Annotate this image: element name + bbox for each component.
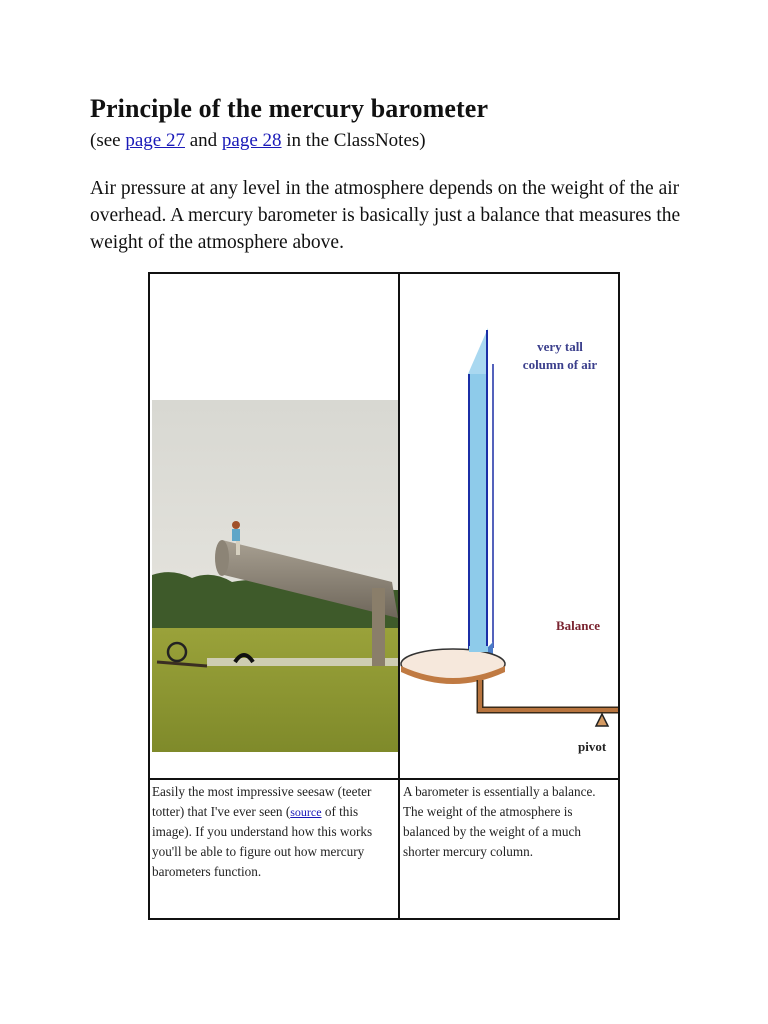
seesaw-photo: [152, 400, 398, 752]
illustration-table: [148, 272, 620, 920]
seesaw-caption-part1: Easily the most impressive seesaw (teeter totter) that I've ever seen (: [152, 784, 372, 819]
column-label-line2: column of air: [522, 357, 598, 372]
column-label-line1: very tall: [537, 339, 583, 354]
seesaw-caption-part2: of this image). If you understand how this works you'll be able to figure out how mercury barometers function.: [152, 804, 373, 879]
subtitle-prefix: (see: [90, 130, 126, 151]
image-source-link[interactable]: source: [290, 805, 322, 819]
subtitle-suffix: in the ClassNotes): [281, 130, 426, 151]
seesaw-caption: [152, 782, 398, 882]
pivot-label: pivot: [578, 739, 607, 754]
barometer-caption: [403, 782, 618, 862]
balance-diagram: [400, 276, 618, 776]
column-of-air-label: [510, 338, 610, 374]
barometer-caption-line2: The weight of the atmosphere is balanced by the weight of a much shorter mercury column.: [403, 804, 581, 859]
barometer-caption-line1: A barometer is essentially a balance.: [403, 784, 596, 799]
classnotes-reference: [90, 130, 426, 152]
page-27-link[interactable]: page 27: [125, 130, 185, 151]
row-divider: [150, 778, 618, 780]
page-title: Principle of the mercury barometer: [90, 94, 489, 123]
page-28-link[interactable]: page 28: [221, 130, 282, 151]
balance-label: Balance: [556, 618, 601, 633]
intro-paragraph: Air pressure at any level in the atmosphere depends on the weight of the air overhead. A mercury barometer is basically just a balance that measures the weight of the atmosphere above.: [90, 178, 681, 253]
subtitle-middle: and: [184, 130, 222, 151]
